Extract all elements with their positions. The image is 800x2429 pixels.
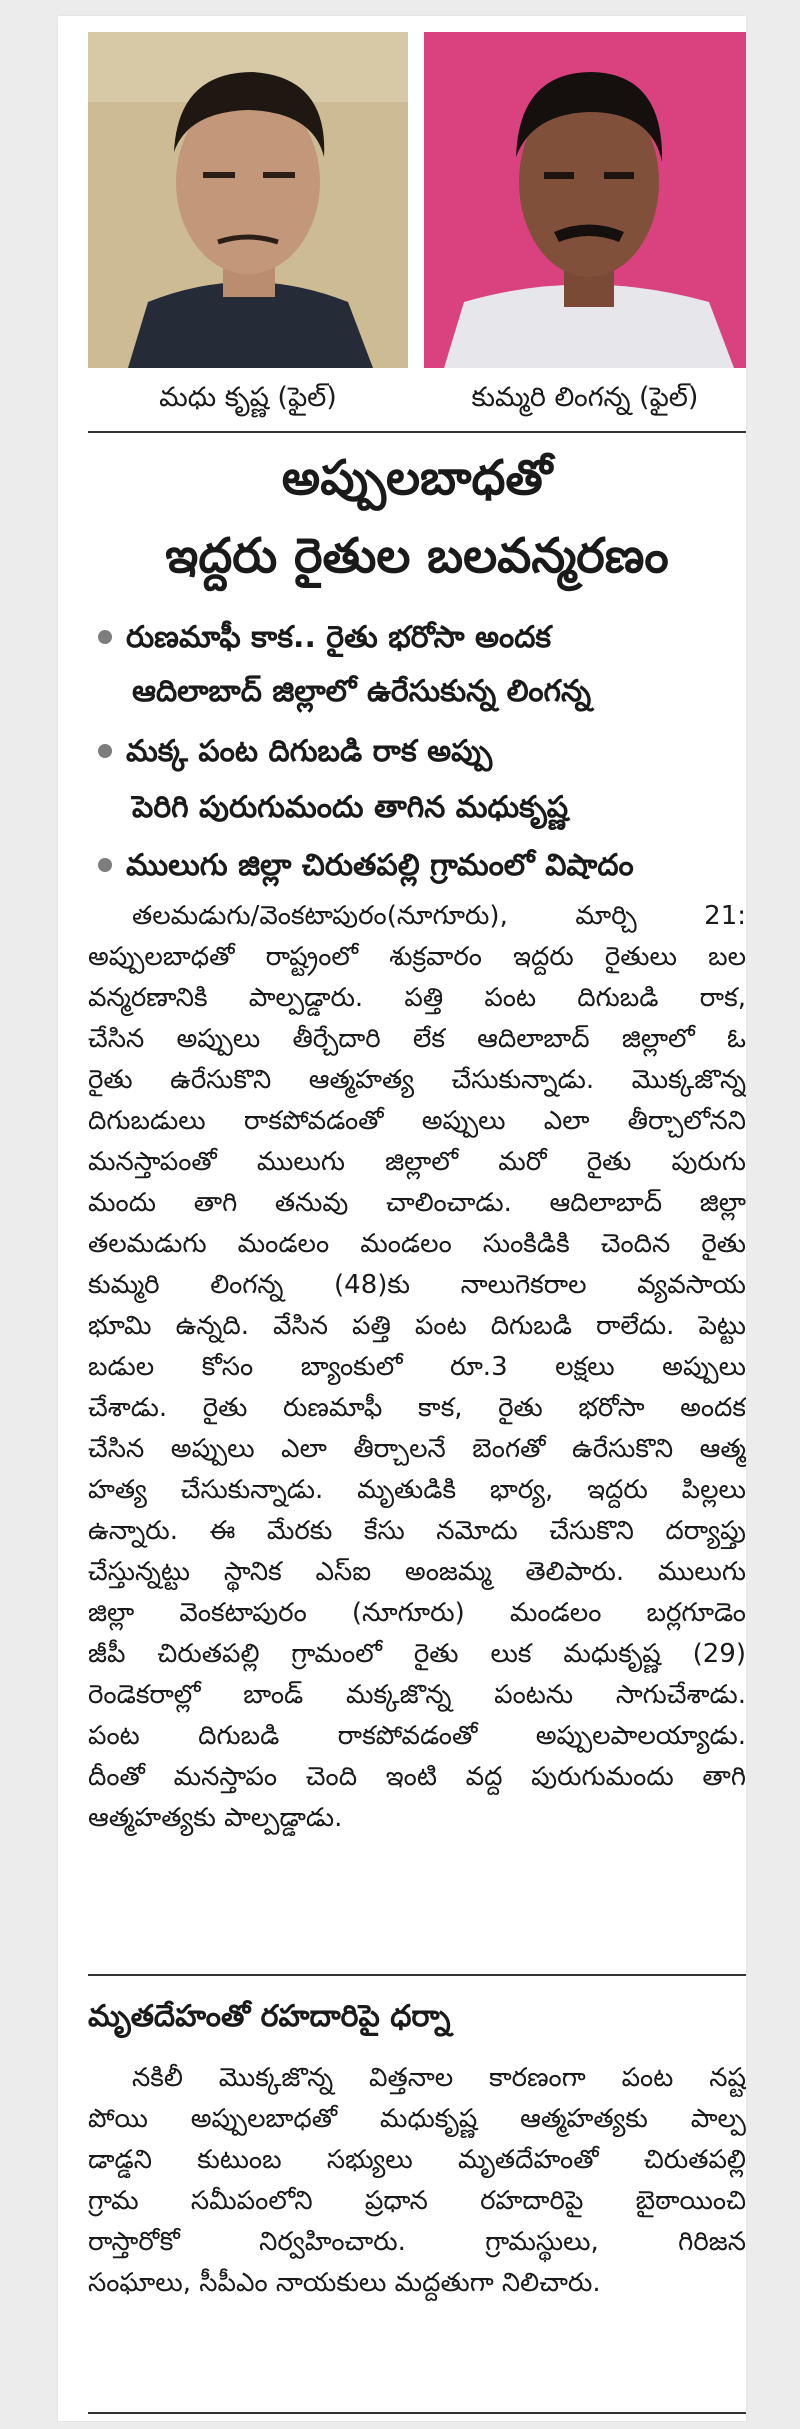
bullet-text: మక్క పంట దిగుబడి రాక అప్పు — [126, 734, 493, 769]
article-line: చేసిన అప్పులు తీర్చేదారి లేక ఆదిలాబాద్ జిల్లాలో ఓ — [88, 1024, 746, 1054]
article-line: జీపీ చిరుతపల్లి గ్రామంలో రైతు లుక మధుకృష్ణ (29) — [88, 1639, 746, 1669]
article-paragraph — [88, 896, 746, 1839]
article-line: చేస్తున్నట్టు స్థానిక ఎస్ఐ అంజమ్మ తెలిపారు. ములుగు — [88, 1557, 746, 1587]
article-line: మనస్తాపంతో ములుగు జిల్లాలో మరో రైతు పురుగు — [88, 1147, 746, 1177]
subheading: మృతదేహంతో రహదారిపై ధర్నా — [88, 1999, 451, 2034]
photo-caption-right: కుమ్మరి లింగన్న (ఫైల్) — [471, 382, 699, 413]
article-line: దీంతో మనస్తాపం చెంది ఇంటి వద్ద పురుగుమందు తాగి — [88, 1762, 746, 1792]
divider — [88, 1974, 746, 1976]
bullet-1 — [88, 612, 746, 664]
article-line: హత్య చేసుకున్నాడు. మృతుడికి భార్య, ఇద్దరు పిల్లలు — [88, 1475, 746, 1505]
bullet-1-continuation: ఆదిలాబాద్ జిల్లాలో ఉరేసుకున్న లింగన్న — [132, 674, 592, 709]
portrait-image — [424, 32, 746, 368]
photo-kummari-linganna — [424, 32, 746, 368]
article-line: ఆత్మహత్యకు పాల్పడ్డాడు. — [88, 1803, 343, 1833]
article-paragraph — [88, 2058, 746, 2304]
article-line: కుమ్మరి లింగన్న (48)కు నాలుగెకరాల వ్యవసాయ — [88, 1270, 746, 1300]
bullet-dot-icon — [98, 630, 112, 644]
article-line: మందు తాగి తనువు చాలించాడు. ఆదిలాబాద్ జిల్లా — [88, 1188, 746, 1218]
article-line: సంఘాలు, సీపీఎం నాయకులు మద్దతుగా నిలిచారు. — [88, 2268, 601, 2298]
headline-line-2: ఇద్దరు రైతుల బలవన్మరణం — [165, 528, 669, 584]
divider — [88, 2412, 746, 2414]
article-body — [88, 896, 746, 1839]
bullet-2 — [88, 726, 746, 778]
article-line: జిల్లా వెంకటాపురం (నూగూరు) మండలం బర్లగూడెం — [88, 1598, 746, 1628]
article-line: పోయి అప్పులబాధతో మధుకృష్ణ ఆత్మహత్యకు పాల్ప — [88, 2104, 746, 2134]
bullet-dot-icon — [98, 744, 112, 758]
article-line: రైతు ఉరేసుకొని ఆత్మహత్య చేసుకున్నాడు. మొక్కజొన్న — [88, 1065, 746, 1095]
newspaper-clipping — [58, 16, 746, 2421]
portrait-image — [88, 32, 408, 368]
article-line: పంట దిగుబడి రాకపోవడంతో అప్పులపాలయ్యాడు. — [88, 1721, 746, 1751]
article-line: తలమడుగు/వెంకటాపురం(నూగూరు), మార్చి 21: — [132, 901, 746, 931]
headline-line-1: అప్పులబాధతో — [281, 450, 553, 506]
bullet-text: రుణమాఫీ కాక.. రైతు భరోసా అందక — [126, 620, 552, 655]
photo-madhu-krishna — [88, 32, 408, 368]
article-body-2 — [88, 2058, 746, 2304]
article-line: రెండెకరాల్లో బాండ్ మక్కజొన్న పంటను సాగుచేశాడు. — [88, 1680, 746, 1710]
divider — [88, 431, 746, 433]
article-line: చేసిన అప్పులు ఎలా తీర్చాలనే బెంగతో ఉరేసుకొని ఆత్మ — [88, 1434, 746, 1464]
article-line: బడుల కోసం బ్యాంకులో రూ.3 లక్షలు అప్పులు — [88, 1352, 746, 1382]
article-line: నకిలీ మొక్కజొన్న విత్తనాల కారణంగా పంట నష్ట — [132, 2063, 746, 2093]
article-line: భూమి ఉన్నది. వేసిన పత్తి పంట దిగుబడి రాలేదు. పెట్టు — [88, 1311, 746, 1341]
bullet-dot-icon — [98, 858, 112, 872]
article-line: గ్రామ సమీపంలోని ప్రధాన రహదారిపై బైఠాయించి — [88, 2186, 746, 2216]
article-line: అప్పులబాధతో రాష్ట్రంలో శుక్రవారం ఇద్దరు రైతులు బల — [88, 942, 746, 972]
bullet-2-continuation: పెరిగి పురుగుమందు తాగిన మధుకృష్ణ — [132, 790, 569, 825]
bullet-3 — [88, 840, 746, 892]
bullet-text: ములుగు జిల్లా చిరుతపల్లి గ్రామంలో విషాదం — [126, 848, 634, 883]
article-line: డాడ్డని కుటుంబ సభ్యులు మృతదేహంతో చిరుతపల్లి — [88, 2145, 746, 2175]
article-line: ఉన్నారు. ఈ మేరకు కేసు నమోదు చేసుకొని దర్యాప్తు — [88, 1516, 746, 1546]
article-line: వన్మరణానికి పాల్పడ్డారు. పత్తి పంట దిగుబడి రాక, — [88, 983, 746, 1013]
article-line: దిగుబడులు రాకపోవడంతో అప్పులు ఎలా తీర్చాలోనని — [88, 1106, 746, 1136]
article-line: చేశాడు. రైతు రుణమాఫీ కాక, రైతు భరోసా అందక — [88, 1393, 746, 1423]
photo-caption-left: మధు కృష్ణ (ఫైల్) — [159, 382, 337, 413]
article-line: రాస్తారోకో నిర్వహించారు. గ్రామస్థులు, గిరిజన — [88, 2227, 746, 2257]
article-line: తలమడుగు మండలం మండలం సుంకిడికి చెందిన రైతు — [88, 1229, 746, 1259]
